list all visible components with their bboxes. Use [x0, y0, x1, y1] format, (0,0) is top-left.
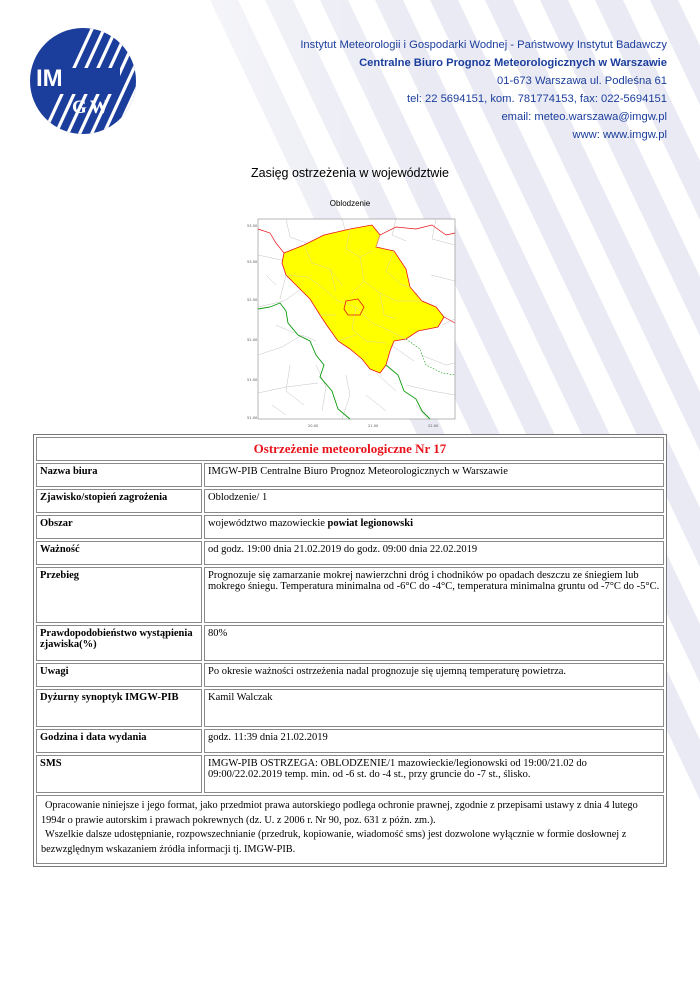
row-label: Prawdopodobieństwo wystąpienia zjawiska(%) — [36, 625, 202, 661]
warning-table — [33, 434, 667, 867]
x-tick-label: 20.00 — [308, 424, 319, 428]
row-value: 80% — [204, 625, 664, 661]
row-value: Po okresie ważności ostrzeżenia nadal prognozuje się ujemną temperaturę powietrza. — [204, 663, 664, 687]
institute-name: Instytut Meteorologii i Gospodarki Wodnej - Państwowy Instytut Badawczy — [300, 39, 667, 51]
y-tick-label: 53.50 — [247, 224, 258, 228]
y-tick-label: 51.00 — [247, 416, 258, 420]
imgw-logo — [28, 26, 138, 136]
row-label: Nazwa biura — [36, 463, 202, 487]
x-tick-label: 22.00 — [428, 424, 439, 428]
table-row — [36, 689, 664, 727]
row-label: Przebieg — [36, 567, 202, 623]
email: email: meteo.warszawa@imgw.pl — [501, 111, 667, 124]
row-value: Oblodzenie/ 1 — [204, 489, 664, 513]
logo-text-top: IM — [36, 65, 63, 92]
copyright-note — [36, 795, 664, 864]
row-label: Dyżurny synoptyk IMGW-PIB — [36, 689, 202, 727]
row-label: Uwagi — [36, 663, 202, 687]
table-row — [36, 463, 664, 487]
row-value: od godz. 19:00 dnia 21.02.2019 do godz. 09:00 dnia 22.02.2019 — [204, 541, 664, 565]
table-row — [36, 729, 664, 753]
table-row — [36, 755, 664, 793]
distribution-paragraph: Wszelkie dalsze udostępnianie, rozpowszechnianie (przedruk, kopiowanie, wiadomość sms) jest dozwolone wyłącznie w formie dosłownej z bezwzględnym wskazaniem źródła informacji tj. IMGW-PIB. — [41, 829, 627, 855]
row-label: Obszar — [36, 515, 202, 539]
area-county: powiat legionowski — [327, 518, 414, 529]
map-caption: Oblodzenie — [329, 199, 371, 208]
row-value: IMGW-PIB OSTRZEGA: OBLODZENIE/1 mazowieckie/legionowski od 19:00/21.02 do 09:00/22.02.2019 temp. min. od -6 st. do -4 st., przy gruncie do -7 st., ślisko. — [204, 755, 664, 793]
address: 01-673 Warszawa ul. Podleśna 61 — [497, 75, 667, 88]
website: www: www.imgw.pl — [572, 129, 667, 142]
institute-header — [300, 36, 667, 145]
map-title: Zasięg ostrzeżenia w województwie — [250, 166, 449, 180]
row-value: godz. 11:39 dnia 21.02.2019 — [204, 729, 664, 753]
row-value — [204, 515, 664, 539]
table-row — [36, 541, 664, 565]
y-tick-label: 52.50 — [247, 298, 258, 302]
y-tick-label: 51.50 — [247, 378, 258, 382]
x-tick-label: 21.00 — [368, 424, 379, 428]
table-row — [36, 663, 664, 687]
warning-title: Ostrzeżenie meteorologiczne Nr 17 — [36, 437, 664, 461]
row-value: IMGW-PIB Centralne Biuro Prognoz Meteorologicznych w Warszawie — [204, 463, 664, 487]
row-label: Zjawisko/stopień zagrożenia — [36, 489, 202, 513]
table-row — [36, 567, 664, 623]
table-row — [36, 515, 664, 539]
bureau-name: Centralne Biuro Prognoz Meteorologicznych w Warszawie — [359, 57, 667, 70]
row-label: Godzina i data wydania — [36, 729, 202, 753]
row-label: SMS — [36, 755, 202, 793]
table-row — [36, 625, 664, 661]
row-value: Kamil Walczak — [204, 689, 664, 727]
row-value: Prognozuje się zamarzanie mokrej nawierzchni dróg i chodników po opadach deszczu ze śniegiem lub mokrego śniegu. Temperatura minimalna od -6°C do -4°C, temperatura minimalna gruntu od -7°C do -5°C. — [204, 567, 664, 623]
copyright-paragraph: Opracowanie niniejsze i jego format, jako przedmiot prawa autorskiego podlega ochronie prawnej, zgodnie z przepisami ustawy z dnia 4 lutego 1994r o prawie autorskim i prawach pokrewnych (dz. U. z 2006 r. Nr 90, poz. 631 z późn. zm.). — [41, 800, 638, 826]
table-row — [36, 489, 664, 513]
y-tick-label: 53.00 — [247, 260, 258, 264]
logo-text-bottom: GW — [72, 97, 112, 118]
y-tick-label: 52.00 — [247, 338, 258, 342]
phone: tel: 22 5694151, kom. 781774153, fax: 022-5694151 — [406, 93, 667, 106]
warning-map — [246, 215, 462, 431]
area-province: województwo mazowieckie — [208, 518, 328, 529]
row-label: Ważność — [36, 541, 202, 565]
